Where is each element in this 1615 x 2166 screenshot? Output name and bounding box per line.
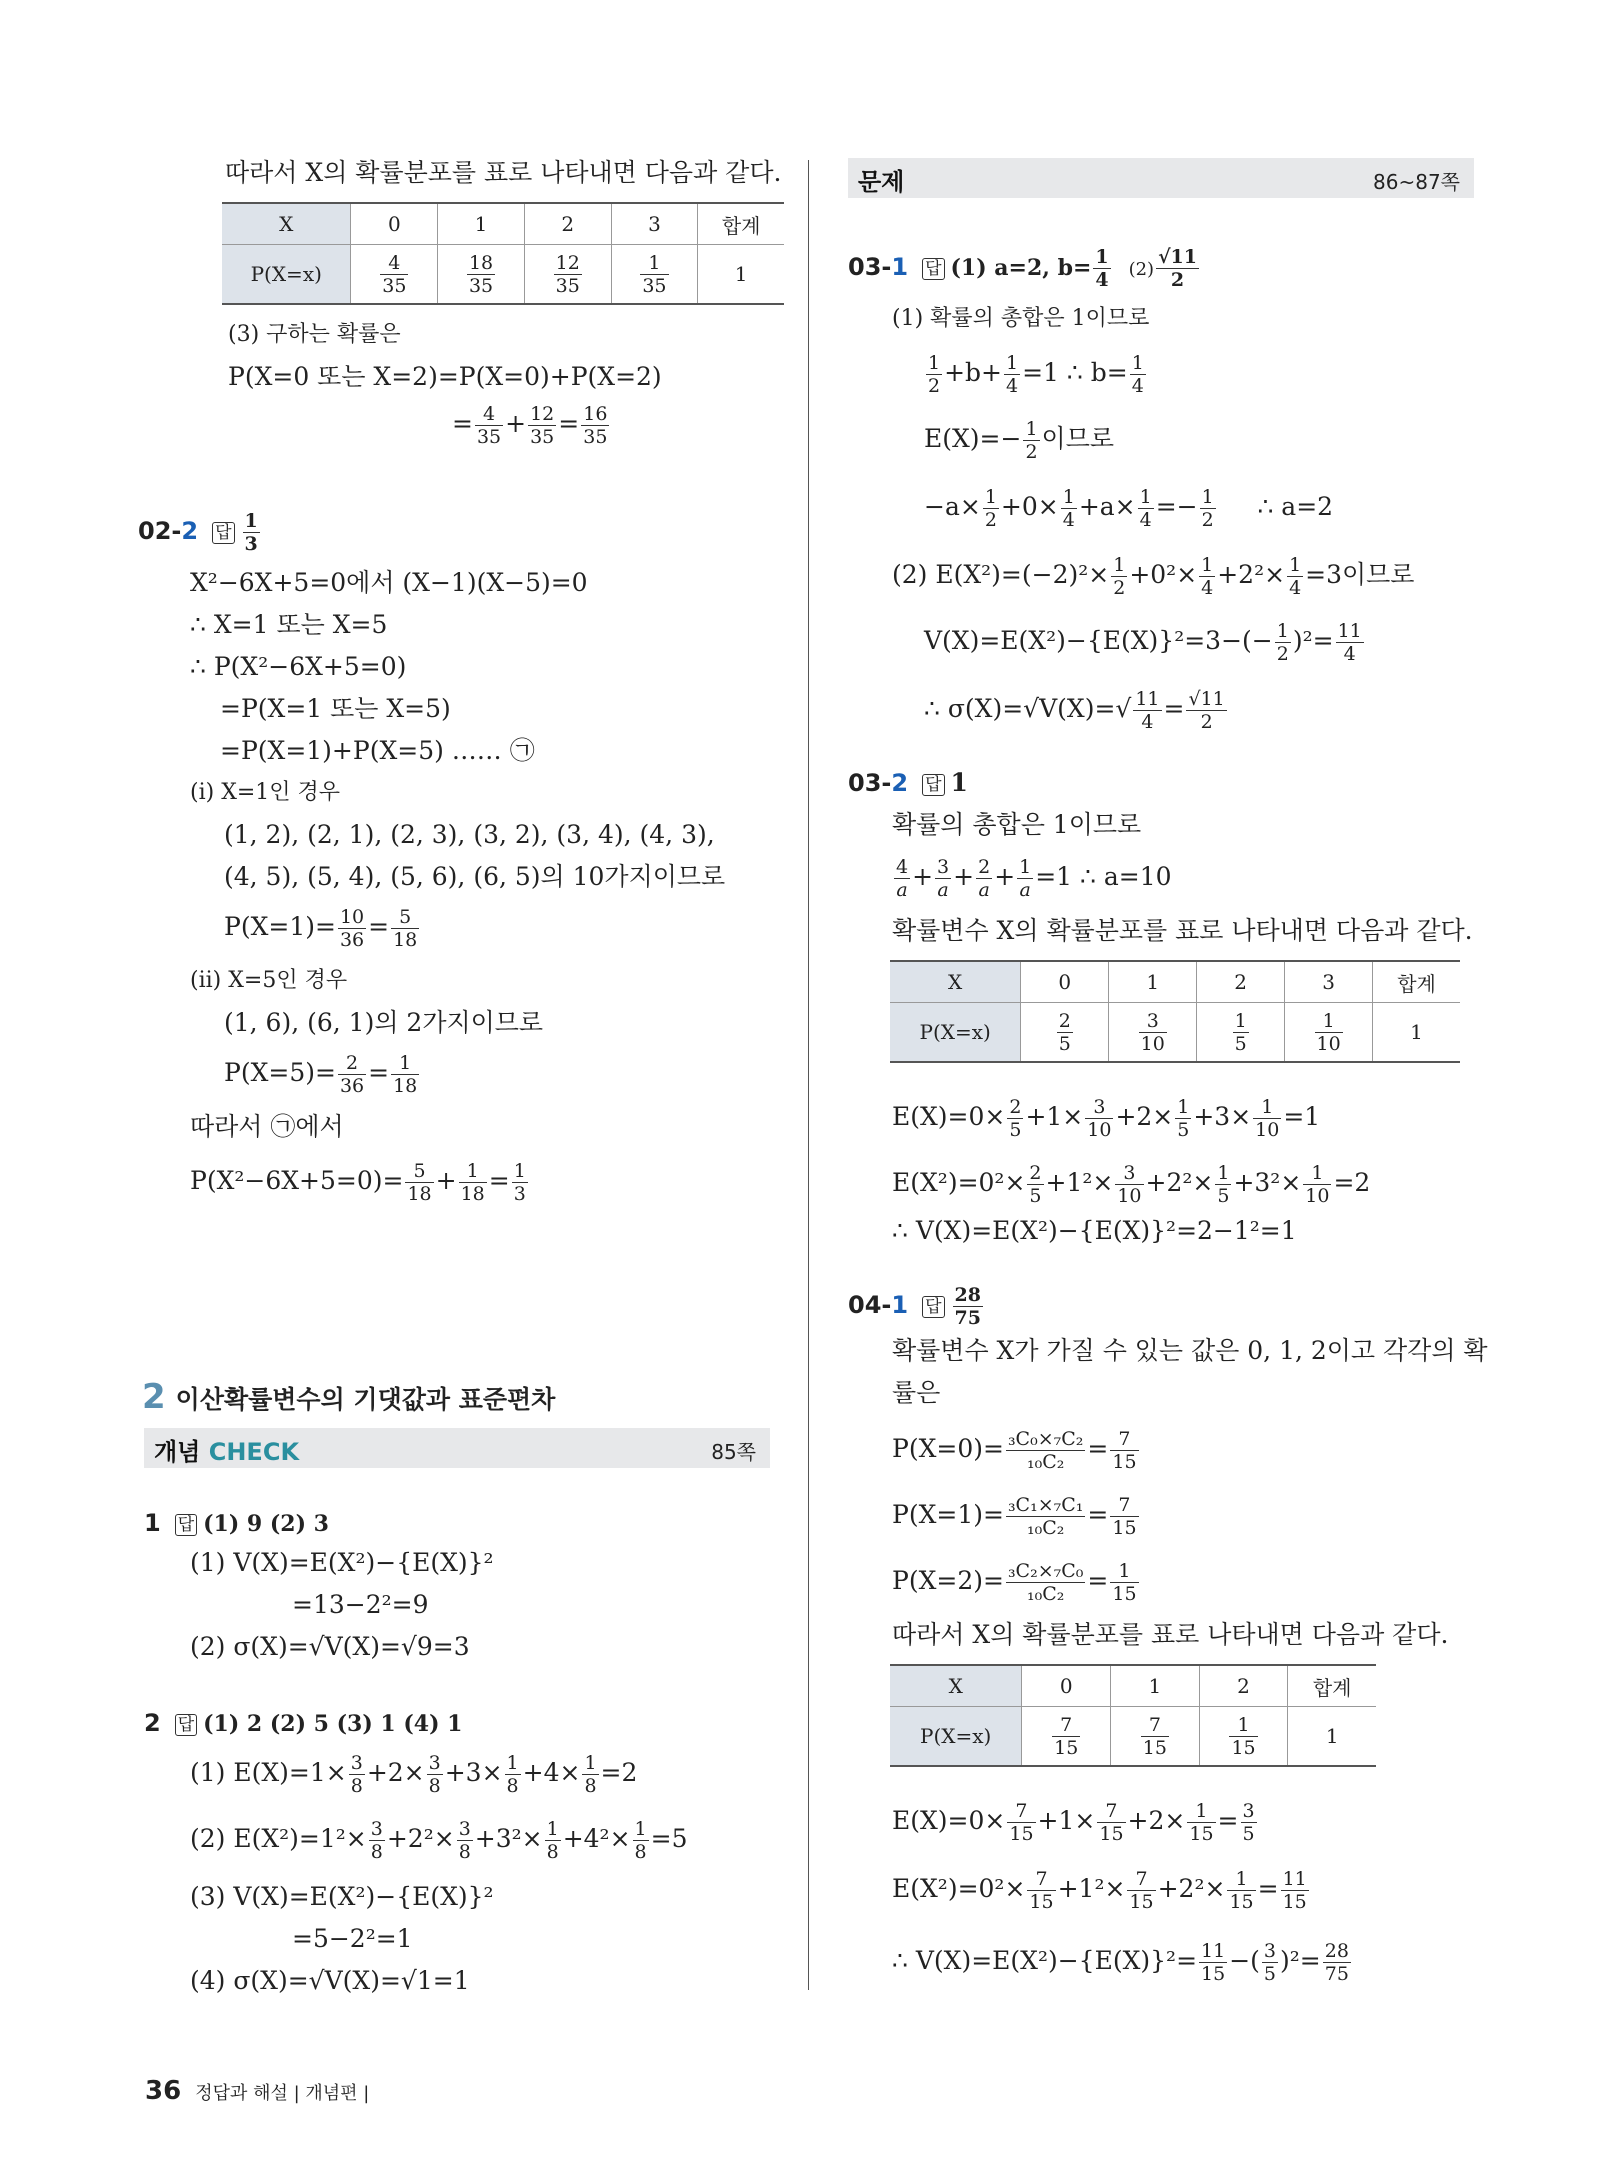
line: (1, 2), (2, 1), (2, 3), (3, 2), (3, 4), (4, 3),	[224, 820, 715, 849]
table-cell: $\frac{1}{5}$	[1197, 1003, 1285, 1063]
table-head: 0	[351, 203, 438, 245]
page-number: 36	[145, 2076, 182, 2106]
table-head: 0	[1021, 961, 1109, 1003]
r032-intro: 확률변수 X의 확률분포를 표로 나타내면 다음과 같다.	[892, 916, 1473, 945]
r032-ex: E(X)=0× $\frac{2}{5}$ +1× $\frac{3}{10}$ +2× $\frac{1}{5}$ +3× $\frac{1}{10}$ =1	[892, 1096, 1321, 1141]
r032-line: 확률의 총합은 1이므로	[892, 810, 1142, 839]
table-cell: $\frac{4}{35}$	[351, 245, 438, 305]
table-head: 합계	[698, 203, 784, 245]
table-head: 2	[1197, 961, 1285, 1003]
line-final: P(X²−6X+5=0)= $\frac{5}{18}$ + $\frac{1}{18}$ = $\frac{1}{3}$	[190, 1160, 526, 1205]
problem-header-title: 문제	[858, 168, 905, 196]
check-page: 85쪽	[711, 1440, 756, 1464]
q2-line2: (2) E(X²)=1²× $\frac{3}{8}$ +2²× $\frac{3}{8}$ +3²× $\frac{1}{8}$ +4²× $\frac{1}{8}$ =5	[190, 1818, 688, 1863]
line: (4, 5), (5, 4), (5, 6), (6, 5)의 10가지이므로	[224, 862, 726, 891]
q2-line5: (4) σ(X)=√V(X)=√1=1	[190, 1966, 470, 1995]
intro-text: 따라서 X의 확률분포를 표로 나타내면 다음과 같다.	[225, 158, 782, 187]
r041-line: 확률변수 X가 가질 수 있는 값은 0, 1, 2이고 각각의 확	[892, 1336, 1488, 1365]
s3-line1: P(X=0 또는 X=2)=P(X=0)+P(X=2)	[228, 362, 662, 391]
page-footer	[145, 2076, 369, 2106]
table-cell: $\frac{12}{35}$	[524, 245, 611, 305]
r032-sum: $\frac{4}{a}$ + $\frac{3}{a}$ + $\frac{2}{a}$ + $\frac{1}{a}$ =1 ∴ a=10	[896, 856, 1172, 901]
r041-ex: E(X)=0× $\frac{7}{15}$ +1× $\frac{7}{15}$ +2× $\frac{1}{15}$ = $\frac{3}{5}$	[892, 1800, 1255, 1845]
r031-var: V(X)=E(X²)−{E(X)}²=3−(− $\frac{1}{2}$ )²= $\frac{11}{4}$	[924, 620, 1362, 665]
table-head: 합계	[1373, 961, 1460, 1003]
answer-badge: 답	[212, 522, 234, 544]
q2-line3: (3) V(X)=E(X²)−{E(X)}²	[190, 1882, 494, 1911]
line: =P(X=1)+P(X=5) …… ㉠	[220, 736, 535, 765]
distribution-table-3	[890, 1664, 1376, 1767]
r041-line: 률은	[892, 1378, 941, 1407]
r041-p2: P(X=2)= $\frac{\text{₃C₂×₇C₀}}{\text{₁₀C₂}}$ = $\frac{1}{15}$	[892, 1560, 1137, 1605]
answer-badge: 답	[922, 258, 944, 280]
line: (ii) X=5인 경우	[190, 968, 348, 993]
r031-ex2: (2) E(X²)=(−2)²× $\frac{1}{2}$ +0²× $\frac{1}{4}$ +2²× $\frac{1}{4}$ =3이므로	[892, 554, 1415, 599]
r031-a: −a× $\frac{1}{2}$ +0× $\frac{1}{4}$ +a× $\frac{1}{4}$ =− $\frac{1}{2}$ ∴ a=2	[924, 486, 1334, 531]
table-head: X	[890, 961, 1021, 1003]
table-head: 0	[1022, 1665, 1111, 1707]
section-title: 이산확률변수의 기댓값과 표준편차	[175, 1385, 556, 1414]
distribution-table-2	[890, 960, 1460, 1063]
problem-header-page: 86~87쪽	[1373, 170, 1460, 194]
table-head: 1	[1109, 961, 1197, 1003]
line: 따라서 ㉠에서	[190, 1112, 344, 1141]
table-row-label: P(X=x)	[890, 1707, 1022, 1767]
table-cell: $\frac{18}{35}$	[438, 245, 525, 305]
r041-intro: 따라서 X의 확률분포를 표로 나타내면 다음과 같다.	[892, 1620, 1449, 1649]
r041-p0: P(X=0)= $\frac{\text{₃C₀×₇C₂}}{\text{₁₀C₂}}$ = $\frac{7}{15}$	[892, 1428, 1137, 1473]
q2-header: 2 답 (1) 2 (2) 5 (3) 1 (4) 1	[144, 1709, 463, 1737]
q1-line: (1) V(X)=E(X²)−{E(X)}²	[190, 1548, 494, 1577]
table-cell: $\frac{7}{15}$	[1022, 1707, 1111, 1767]
line: (1, 6), (6, 1)의 2가지이므로	[224, 1008, 544, 1037]
problem-03-2-header: 03-2 답 1	[848, 768, 968, 797]
table-cell: $\frac{1}{10}$	[1285, 1003, 1373, 1063]
line: (i) X=1인 경우	[190, 780, 341, 805]
table-cell: $\frac{3}{10}$	[1109, 1003, 1197, 1063]
table-head: X	[222, 203, 351, 245]
problem-header-bar	[848, 158, 1474, 198]
table-head: 합계	[1288, 1665, 1376, 1707]
table-total: 1	[1373, 1003, 1460, 1063]
table-head: 3	[611, 203, 698, 245]
table-total: 1	[1288, 1707, 1376, 1767]
answer-badge: 답	[175, 1714, 197, 1736]
table-row-label: P(X=x)	[222, 245, 351, 305]
table-head: 2	[524, 203, 611, 245]
distribution-table-1	[222, 202, 784, 305]
answer-badge: 답	[922, 1296, 944, 1318]
section-header	[142, 1377, 556, 1417]
r041-p1: P(X=1)= $\frac{\text{₃C₁×₇C₁}}{\text{₁₀C₂}}$ = $\frac{7}{15}$	[892, 1494, 1137, 1539]
r031-sum: $\frac{1}{2}$ +b+ $\frac{1}{4}$ =1 ∴ b= $\frac{1}{4}$	[928, 352, 1144, 397]
r041-ex2: E(X²)=0²× $\frac{7}{15}$ +1²× $\frac{7}{15}$ +2²× $\frac{1}{15}$ = $\frac{11}{15}$	[892, 1868, 1307, 1913]
line: ∴ P(X²−6X+5=0)	[190, 652, 407, 681]
r032-ex2: E(X²)=0²× $\frac{2}{5}$ +1²× $\frac{3}{10}$ +2²× $\frac{1}{5}$ +3²× $\frac{1}{10}$ =2	[892, 1162, 1371, 1207]
problem-04-1-header: 04-1 답 $\frac{28}{75}$	[848, 1284, 981, 1329]
q1-line: (2) σ(X)=√V(X)=√9=3	[190, 1632, 470, 1661]
table-head: 1	[1111, 1665, 1200, 1707]
table-head: 1	[438, 203, 525, 245]
column-divider	[808, 160, 809, 1990]
problem-02-2-header: 02-2 답 $\frac{1}{3}$	[138, 510, 258, 555]
footer-text: 정답과 해설 | 개념편 |	[195, 2083, 370, 2104]
concept-check-bar: 개념 CHECK 85쪽	[144, 1428, 770, 1468]
table-cell: $\frac{1}{35}$	[611, 245, 698, 305]
problem-03-1-header: 03-1 답 (1) a=2, b= $\frac{1}{4}$ (2) $\frac{√11}{2}$	[848, 246, 1197, 291]
table-total: 1	[698, 245, 784, 305]
line: ∴ X=1 또는 X=5	[190, 610, 388, 639]
r032-var: ∴ V(X)=E(X²)−{E(X)}²=2−1²=1	[892, 1216, 1297, 1245]
r031-ex: E(X)=− $\frac{1}{2}$ 이므로	[924, 418, 1114, 463]
q2-line4: =5−2²=1	[292, 1924, 413, 1953]
table-cell: $\frac{2}{5}$	[1021, 1003, 1109, 1063]
line-p-x1: P(X=1)= $\frac{10}{36}$ = $\frac{5}{18}$	[224, 906, 418, 951]
r041-var: ∴ V(X)=E(X²)−{E(X)}²= $\frac{11}{15}$ −( $\frac{3}{5}$ )²= $\frac{28}{75}$	[892, 1940, 1349, 1985]
q1-line: =13−2²=9	[292, 1590, 429, 1619]
line-p-x5: P(X=5)= $\frac{2}{36}$ = $\frac{1}{18}$	[224, 1052, 418, 1097]
s3-line2: = $\frac{4}{35}$ + $\frac{12}{35}$ = $\frac{16}{35}$	[452, 403, 608, 448]
r031-sigma: ∴ σ(X)=√V(X)=√ $\frac{11}{4}$ = $\frac{√11}{2}$	[924, 688, 1225, 733]
s3-title: (3) 구하는 확률은	[228, 322, 401, 347]
answer-badge: 답	[175, 1514, 197, 1536]
line: =P(X=1 또는 X=5)	[220, 694, 451, 723]
table-head: 3	[1285, 961, 1373, 1003]
r031-line: (1) 확률의 총합은 1이므로	[892, 306, 1150, 331]
table-head: 2	[1199, 1665, 1288, 1707]
table-row-label: P(X=x)	[890, 1003, 1021, 1063]
q1-header: 1 답 (1) 9 (2) 3	[144, 1509, 329, 1537]
q2-line1: (1) E(X)=1× $\frac{3}{8}$ +2× $\frac{3}{8}$ +3× $\frac{1}{8}$ +4× $\frac{1}{8}$ =2	[190, 1752, 638, 1797]
line: X²−6X+5=0에서 (X−1)(X−5)=0	[190, 568, 588, 597]
table-cell: $\frac{1}{15}$	[1199, 1707, 1288, 1767]
table-cell: $\frac{7}{15}$	[1111, 1707, 1200, 1767]
answer-badge: 답	[922, 774, 944, 796]
table-head: X	[890, 1665, 1022, 1707]
section-number: 2	[142, 1377, 166, 1417]
